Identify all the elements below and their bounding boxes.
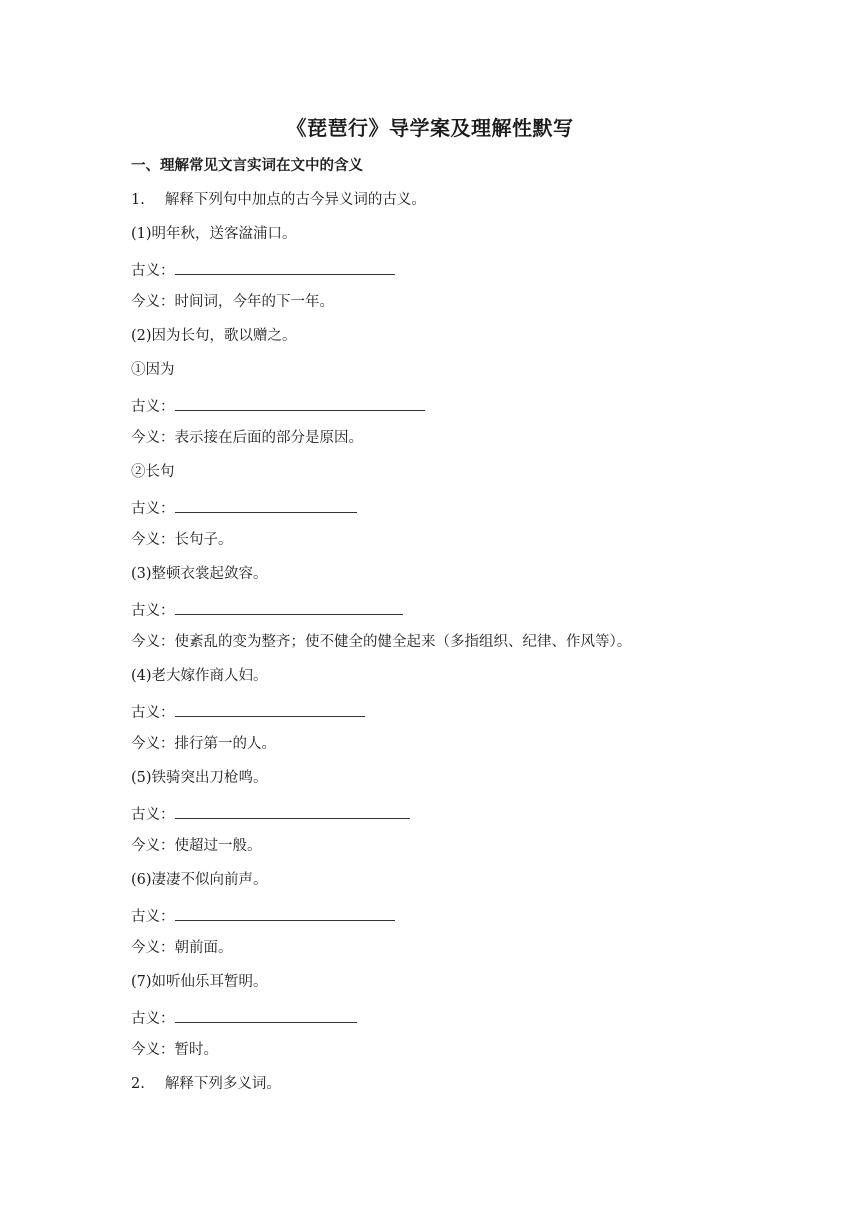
question-2-number: 2.: [131, 1076, 145, 1092]
question-1: [131, 188, 771, 222]
item-4-gu-label: 古义：: [131, 705, 175, 721]
item-3-answer-blank[interactable]: [175, 596, 403, 615]
item-7-sentence: (7)如听仙乐耳暂明。: [131, 974, 268, 990]
item-1-jin: 今义：时间词，今年的下一年。: [131, 294, 334, 310]
item-2b-jin: 今义：长句子。: [131, 532, 233, 548]
item-7-gu-label: 古义：: [131, 1011, 175, 1027]
item-6-gu-label: 古义：: [131, 909, 175, 925]
item-6-gu-row: [131, 902, 771, 936]
item-7-answer-blank[interactable]: [175, 1004, 357, 1023]
item-3-gu-label: 古义：: [131, 603, 175, 619]
item-2a-answer-blank[interactable]: [175, 392, 425, 411]
item-4-gu-row: [131, 698, 771, 732]
question-1-text: 解释下列句中加点的古今异义词的古义。: [164, 192, 426, 208]
item-3-jin: 今义：使紊乱的变为整齐；使不健全的健全起来（多指组织、纪律、作风等）。: [131, 634, 632, 650]
item-1-sentence: (1)明年秋，送客湓浦口。: [131, 226, 297, 242]
question-2: [131, 1072, 771, 1106]
question-1-number: 1.: [131, 192, 145, 208]
item-6-sentence: (6)凄凄不似向前声。: [131, 872, 268, 888]
item-2a-gu-row: [131, 392, 771, 426]
item-5-answer-blank[interactable]: [175, 800, 410, 819]
item-2b-gu-row: [131, 494, 771, 528]
section-heading: 一、理解常见文言实词在文中的含义: [131, 158, 363, 174]
item-5-gu-row: [131, 800, 771, 834]
item-3-gu-row: [131, 596, 771, 630]
question-2-text: 解释下列多义词。: [164, 1076, 281, 1092]
item-5-jin: 今义：使超过一般。: [131, 838, 262, 854]
item-6-jin: 今义：朝前面。: [131, 940, 233, 956]
item-1-gu-row: [131, 256, 771, 290]
item-5-gu-label: 古义：: [131, 807, 175, 823]
item-6-answer-blank[interactable]: [175, 902, 395, 921]
question-list: [131, 188, 771, 1106]
item-2b-gu-label: 古义：: [131, 501, 175, 517]
item-2-sentence: (2)因为长句，歌以赠之。: [131, 328, 297, 344]
item-7-jin: 今义：暂时。: [131, 1042, 218, 1058]
item-4-jin: 今义：排行第一的人。: [131, 736, 276, 752]
item-1-gu-label: 古义：: [131, 263, 175, 279]
item-4-answer-blank[interactable]: [175, 698, 365, 717]
item-3-sentence: (3)整顿衣裳起敛容。: [131, 566, 268, 582]
item-2a-jin: 今义：表示接在后面的部分是原因。: [131, 430, 363, 446]
item-1-answer-blank[interactable]: [175, 256, 395, 275]
item-5-sentence: (5)铁骑突出刀枪鸣。: [131, 770, 268, 786]
document-title: 《琵琶行》导学案及理解性默写: [286, 116, 574, 140]
item-7-gu-row: [131, 1004, 771, 1038]
item-2a-label: ①因为: [131, 362, 175, 378]
item-4-sentence: (4)老大嫁作商人妇。: [131, 668, 268, 684]
item-2a-gu-label: 古义：: [131, 399, 175, 415]
item-2b-answer-blank[interactable]: [175, 494, 357, 513]
item-2b-label: ②长句: [131, 464, 175, 480]
